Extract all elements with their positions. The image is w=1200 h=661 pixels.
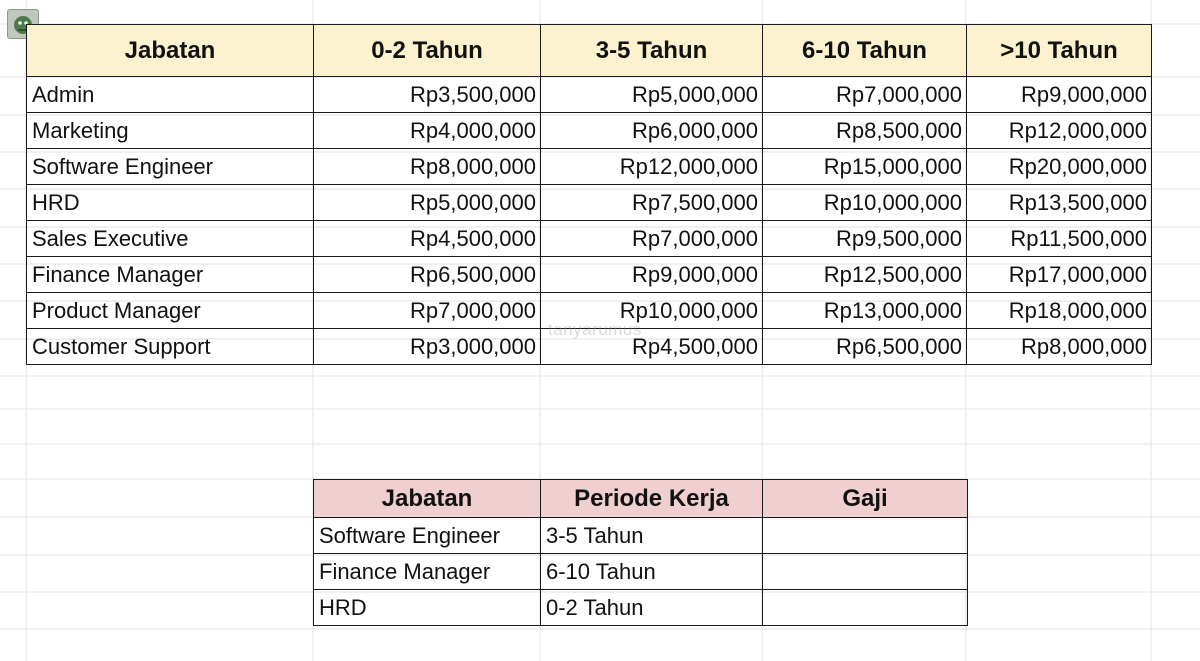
watermark-text: tanyarumus [548,320,642,339]
cell-jabatan[interactable]: Admin [27,77,314,113]
table-row [27,257,1152,293]
header-cell-3-5-tahun[interactable]: 3-5 Tahun [541,25,763,77]
cell-gaji[interactable] [763,518,968,554]
cell-periode-kerja[interactable]: 3-5 Tahun [541,518,763,554]
cell-jabatan[interactable]: Software Engineer [27,149,314,185]
cell-0-2-tahun[interactable]: Rp7,000,000 [314,293,541,329]
cell-periode-kerja[interactable]: 6-10 Tahun [541,554,763,590]
cell-3-5-tahun[interactable]: Rp9,000,000 [541,257,763,293]
cell-6-10-tahun[interactable]: Rp12,500,000 [763,257,967,293]
cell-jabatan[interactable]: Sales Executive [27,221,314,257]
cell-over-10-tahun[interactable]: Rp20,000,000 [967,149,1152,185]
cell-over-10-tahun[interactable]: Rp11,500,000 [967,221,1152,257]
table-row [314,554,968,590]
cell-3-5-tahun[interactable]: Rp7,000,000 [541,221,763,257]
cell-periode-kerja[interactable]: 0-2 Tahun [541,590,763,626]
lookup-table [313,479,968,626]
cell-jabatan[interactable]: Software Engineer [314,518,541,554]
cell-6-10-tahun[interactable]: Rp8,500,000 [763,113,967,149]
table-row [27,221,1152,257]
header-cell-6-10-tahun[interactable]: 6-10 Tahun [763,25,967,77]
header-cell-jabatan[interactable]: Jabatan [314,480,541,518]
table-row [27,149,1152,185]
salary-table [26,24,1152,365]
cell-over-10-tahun[interactable]: Rp9,000,000 [967,77,1152,113]
cell-over-10-tahun[interactable]: Rp17,000,000 [967,257,1152,293]
cell-0-2-tahun[interactable]: Rp6,500,000 [314,257,541,293]
cell-over-10-tahun[interactable]: Rp18,000,000 [967,293,1152,329]
cell-gaji[interactable] [763,590,968,626]
header-cell-periode-kerja[interactable]: Periode Kerja [541,480,763,518]
table-row [27,113,1152,149]
table-row [314,518,968,554]
cell-6-10-tahun[interactable]: Rp9,500,000 [763,221,967,257]
cell-3-5-tahun[interactable]: Rp10,000,000 [541,293,763,329]
cell-gaji[interactable] [763,554,968,590]
cell-jabatan[interactable]: Customer Support [27,329,314,365]
cell-3-5-tahun[interactable]: Rp5,000,000 [541,77,763,113]
lookup-header-row [314,480,968,518]
cell-3-5-tahun[interactable]: Rp4,500,000 [541,329,763,365]
cell-jabatan[interactable]: HRD [314,590,541,626]
cell-0-2-tahun[interactable]: Rp3,000,000 [314,329,541,365]
cell-3-5-tahun[interactable]: Rp12,000,000 [541,149,763,185]
cell-over-10-tahun[interactable]: Rp12,000,000 [967,113,1152,149]
cell-over-10-tahun[interactable]: Rp8,000,000 [967,329,1152,365]
salary-header-row [27,25,1152,77]
cell-3-5-tahun[interactable]: Rp7,500,000 [541,185,763,221]
cell-jabatan[interactable]: Marketing [27,113,314,149]
header-cell-gaji[interactable]: Gaji [763,480,968,518]
cell-6-10-tahun[interactable]: Rp6,500,000 [763,329,967,365]
cell-jabatan[interactable]: Finance Manager [314,554,541,590]
cell-0-2-tahun[interactable]: Rp4,500,000 [314,221,541,257]
header-cell-jabatan[interactable]: Jabatan [27,25,314,77]
table-row [314,590,968,626]
cell-0-2-tahun[interactable]: Rp4,000,000 [314,113,541,149]
cell-jabatan[interactable]: Finance Manager [27,257,314,293]
table-row [27,185,1152,221]
cell-6-10-tahun[interactable]: Rp7,000,000 [763,77,967,113]
table-row [27,77,1152,113]
cell-0-2-tahun[interactable]: Rp8,000,000 [314,149,541,185]
cell-0-2-tahun[interactable]: Rp5,000,000 [314,185,541,221]
cell-6-10-tahun[interactable]: Rp13,000,000 [763,293,967,329]
cell-jabatan[interactable]: HRD [27,185,314,221]
cell-3-5-tahun[interactable]: Rp6,000,000 [541,113,763,149]
cell-over-10-tahun[interactable]: Rp13,500,000 [967,185,1152,221]
cell-0-2-tahun[interactable]: Rp3,500,000 [314,77,541,113]
header-cell-over-10-tahun[interactable]: >10 Tahun [967,25,1152,77]
cell-6-10-tahun[interactable]: Rp10,000,000 [763,185,967,221]
cell-jabatan[interactable]: Product Manager [27,293,314,329]
header-cell-0-2-tahun[interactable]: 0-2 Tahun [314,25,541,77]
cell-6-10-tahun[interactable]: Rp15,000,000 [763,149,967,185]
